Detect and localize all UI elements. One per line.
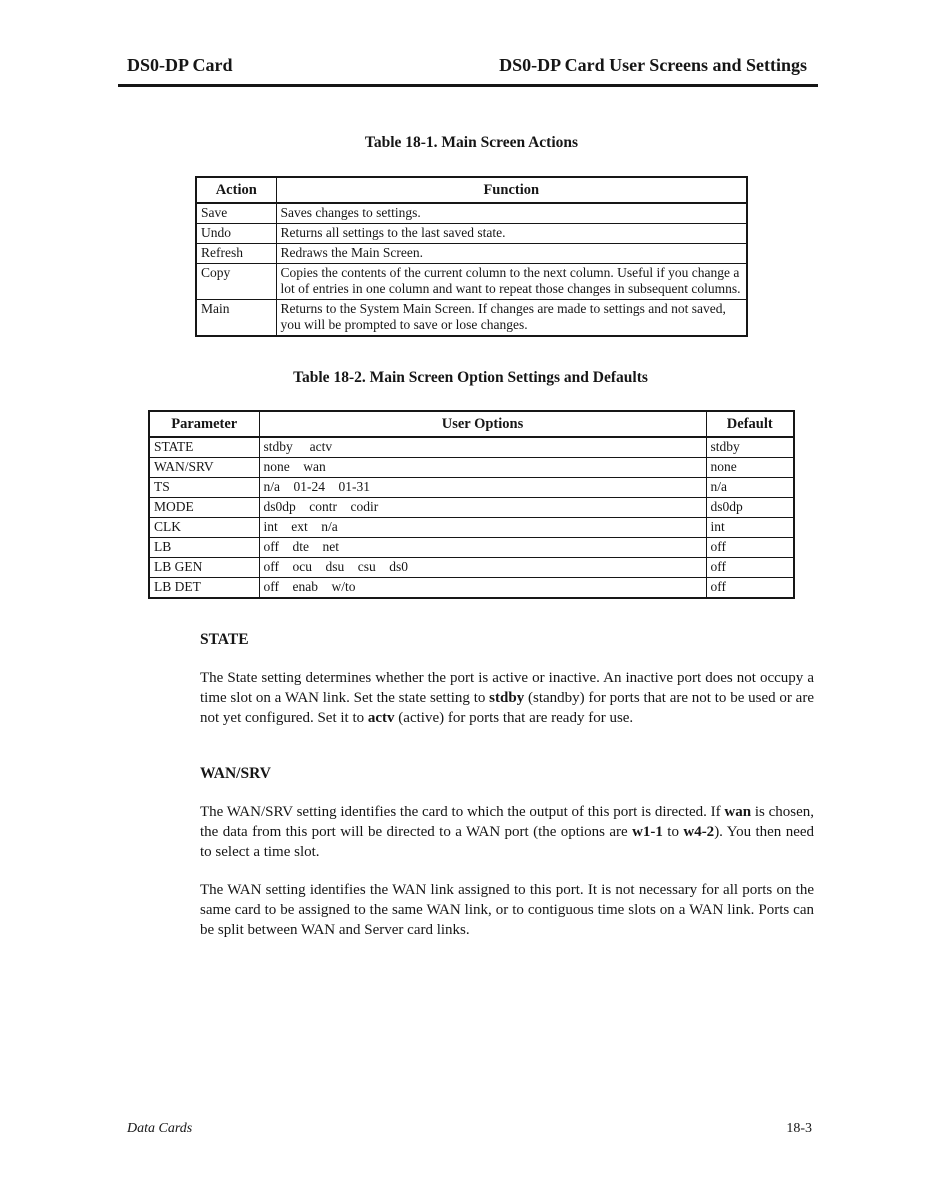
action-cell: Main: [196, 300, 276, 337]
header-left-title: DS0-DP Card: [127, 55, 233, 75]
user-options-cell: ds0dp contr codir: [259, 498, 706, 518]
table-row: [196, 300, 747, 337]
option-settings-defaults-table: [148, 410, 795, 599]
column-header-function: Function: [276, 177, 747, 203]
state-paragraph: The State setting determines whether the port is active or inactive. An inactive port does not occupy a time slot on a WAN link. Set the state setting to stdby (standby) for ports that are not to be used or are not yet configured. Set it to actv (active) for ports that are ready for use.: [200, 670, 814, 726]
table2-title: Table 18-2. Main Screen Option Settings and Defaults: [293, 369, 648, 386]
action-cell: Undo: [196, 224, 276, 244]
wan-srv-paragraph-1: The WAN/SRV setting identifies the card to which the output of this port is directed. If wan is chosen, the data from this port will be directed to a WAN port (the options are w1-1 to w4-2). You then need to select a time slot.: [200, 804, 815, 860]
table-row: [149, 437, 794, 458]
action-cell: Save: [196, 203, 276, 224]
default-cell: ds0dp: [706, 498, 794, 518]
default-cell: off: [706, 558, 794, 578]
parameter-cell: LB DET: [149, 578, 259, 599]
action-cell: Refresh: [196, 244, 276, 264]
parameter-cell: TS: [149, 478, 259, 498]
table2-header-row: [149, 411, 794, 437]
default-cell: int: [706, 518, 794, 538]
header-right-title: DS0-DP Card User Screens and Settings: [499, 55, 807, 75]
user-options-cell: off enab w/to: [259, 578, 706, 599]
user-options-cell: int ext n/a: [259, 518, 706, 538]
wan-srv-paragraph-2: The WAN setting identifies the WAN link assigned to this port. It is not necessary for all ports on the same card to be assigned to the same WAN link, or to contiguous time slots on a WAN link. Ports can be split between WAN and Server card links.: [200, 882, 814, 938]
user-options-cell: off dte net: [259, 538, 706, 558]
table-row: [149, 558, 794, 578]
table-row: [149, 578, 794, 599]
user-options-cell: off ocu dsu csu ds0: [259, 558, 706, 578]
user-options-cell: stdby actv: [259, 437, 706, 458]
function-cell: Returns all settings to the last saved state.: [276, 224, 747, 244]
default-cell: stdby: [706, 437, 794, 458]
user-options-cell: none wan: [259, 458, 706, 478]
parameter-cell: MODE: [149, 498, 259, 518]
column-header-parameter: Parameter: [149, 411, 259, 437]
parameter-cell: WAN/SRV: [149, 458, 259, 478]
table-row: [149, 478, 794, 498]
section-heading-wan-srv: WAN/SRV: [200, 765, 271, 782]
header-rule: [118, 84, 818, 87]
table-row: [196, 244, 747, 264]
table-row: [149, 498, 794, 518]
table-row: [149, 538, 794, 558]
parameter-cell: LB GEN: [149, 558, 259, 578]
footer-page-number: 18-3: [786, 1121, 812, 1136]
table-row: [196, 264, 747, 300]
section-heading-state: STATE: [200, 631, 249, 648]
parameter-cell: LB: [149, 538, 259, 558]
table-row: [149, 518, 794, 538]
default-cell: none: [706, 458, 794, 478]
table-row: [149, 458, 794, 478]
default-cell: off: [706, 578, 794, 599]
column-header-default: Default: [706, 411, 794, 437]
function-cell: Redraws the Main Screen.: [276, 244, 747, 264]
action-cell: Copy: [196, 264, 276, 300]
table-row: [196, 203, 747, 224]
parameter-cell: STATE: [149, 437, 259, 458]
function-cell: Copies the contents of the current column to the next column. Useful if you change a lot of entries in one column and want to repeat those changes in subsequent columns.: [276, 264, 747, 300]
footer-document-title: Data Cards: [127, 1121, 193, 1136]
default-cell: off: [706, 538, 794, 558]
table1-title: Table 18-1. Main Screen Actions: [364, 134, 579, 151]
main-screen-actions-table: [195, 176, 748, 337]
default-cell: n/a: [706, 478, 794, 498]
parameter-cell: CLK: [149, 518, 259, 538]
function-cell: Returns to the System Main Screen. If changes are made to settings and not saved, you will be prompted to save or lose changes.: [276, 300, 747, 337]
user-options-cell: n/a 01-24 01-31: [259, 478, 706, 498]
table-row: [196, 224, 747, 244]
column-header-user-options: User Options: [259, 411, 706, 437]
column-header-action: Action: [196, 177, 276, 203]
function-cell: Saves changes to settings.: [276, 203, 747, 224]
table1-header-row: [196, 177, 747, 203]
